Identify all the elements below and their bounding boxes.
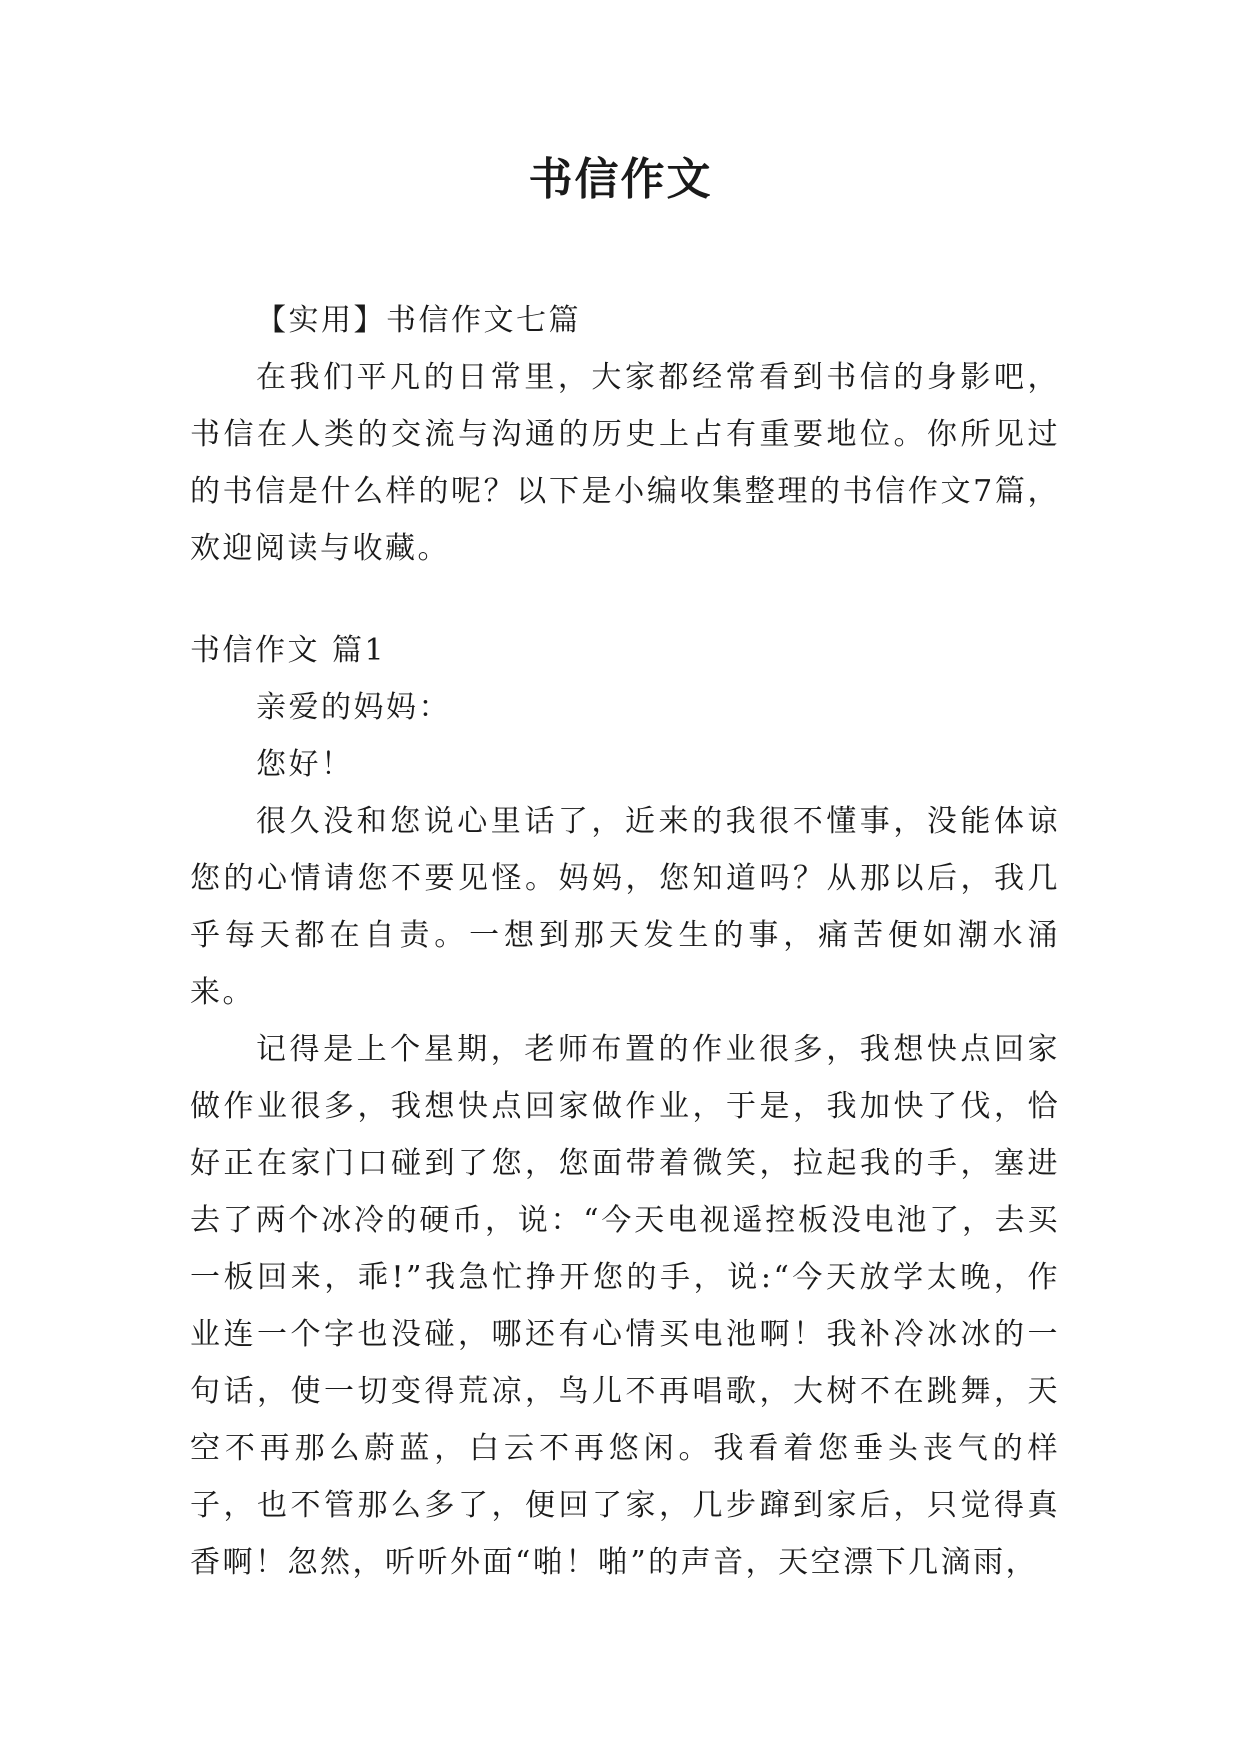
section-heading: 书信作文 篇1 (190, 633, 387, 668)
letter-salutation: 亲爱的妈妈： (256, 690, 451, 725)
intro-heading: 【实用】书信作文七篇 (256, 303, 581, 338)
letter-paragraph: 记得是上个星期，老师布置的作业很多，我想快点回家做作业很多，我想快点回家做作业，于是，我加快了伐，恰好正在家门口碰到了您，您面带着微笑，拉起我的手，塞进去了两个冰冷的硬币，说：“今天电视遥控板没电池了，去买一板回来，乖!”我急忙挣开您的手，说:“今天放学太晚，作业连一个字也没碰，哪还有心情买电池啊！我补冷冰冰的一句话，使一切变得荒凉，鸟儿不再唱歌，大树不在跳舞，天空不再那么蔚蓝，白云不再悠闲。我看着您垂头丧气的样子，也不管那么多了，便回了家，几步蹿到家后，只觉得真香啊！忽然，听听外面“啪！啪”的声音，天空漂下几滴雨， (190, 1032, 1060, 1580)
letter-paragraph: 很久没和您说心里话了，近来的我很不懂事，没能体谅您的心情请您不要见怪。妈妈，您知道吗？从那以后，我几乎每天都在自责。一想到那天发生的事，痛苦便如潮水涌来。 (190, 804, 1060, 1010)
intro-paragraph: 在我们平凡的日常里，大家都经常看到书信的身影吧，书信在人类的交流与沟通的历史上占有重要地位。你所见过的书信是什么样的呢？以下是小编收集整理的书信作文7篇，欢迎阅读与收藏。 (190, 360, 1060, 566)
letter-greeting: 您好！ (256, 747, 354, 782)
document-title: 书信作文 (528, 154, 713, 205)
document-body (190, 292, 1060, 1591)
